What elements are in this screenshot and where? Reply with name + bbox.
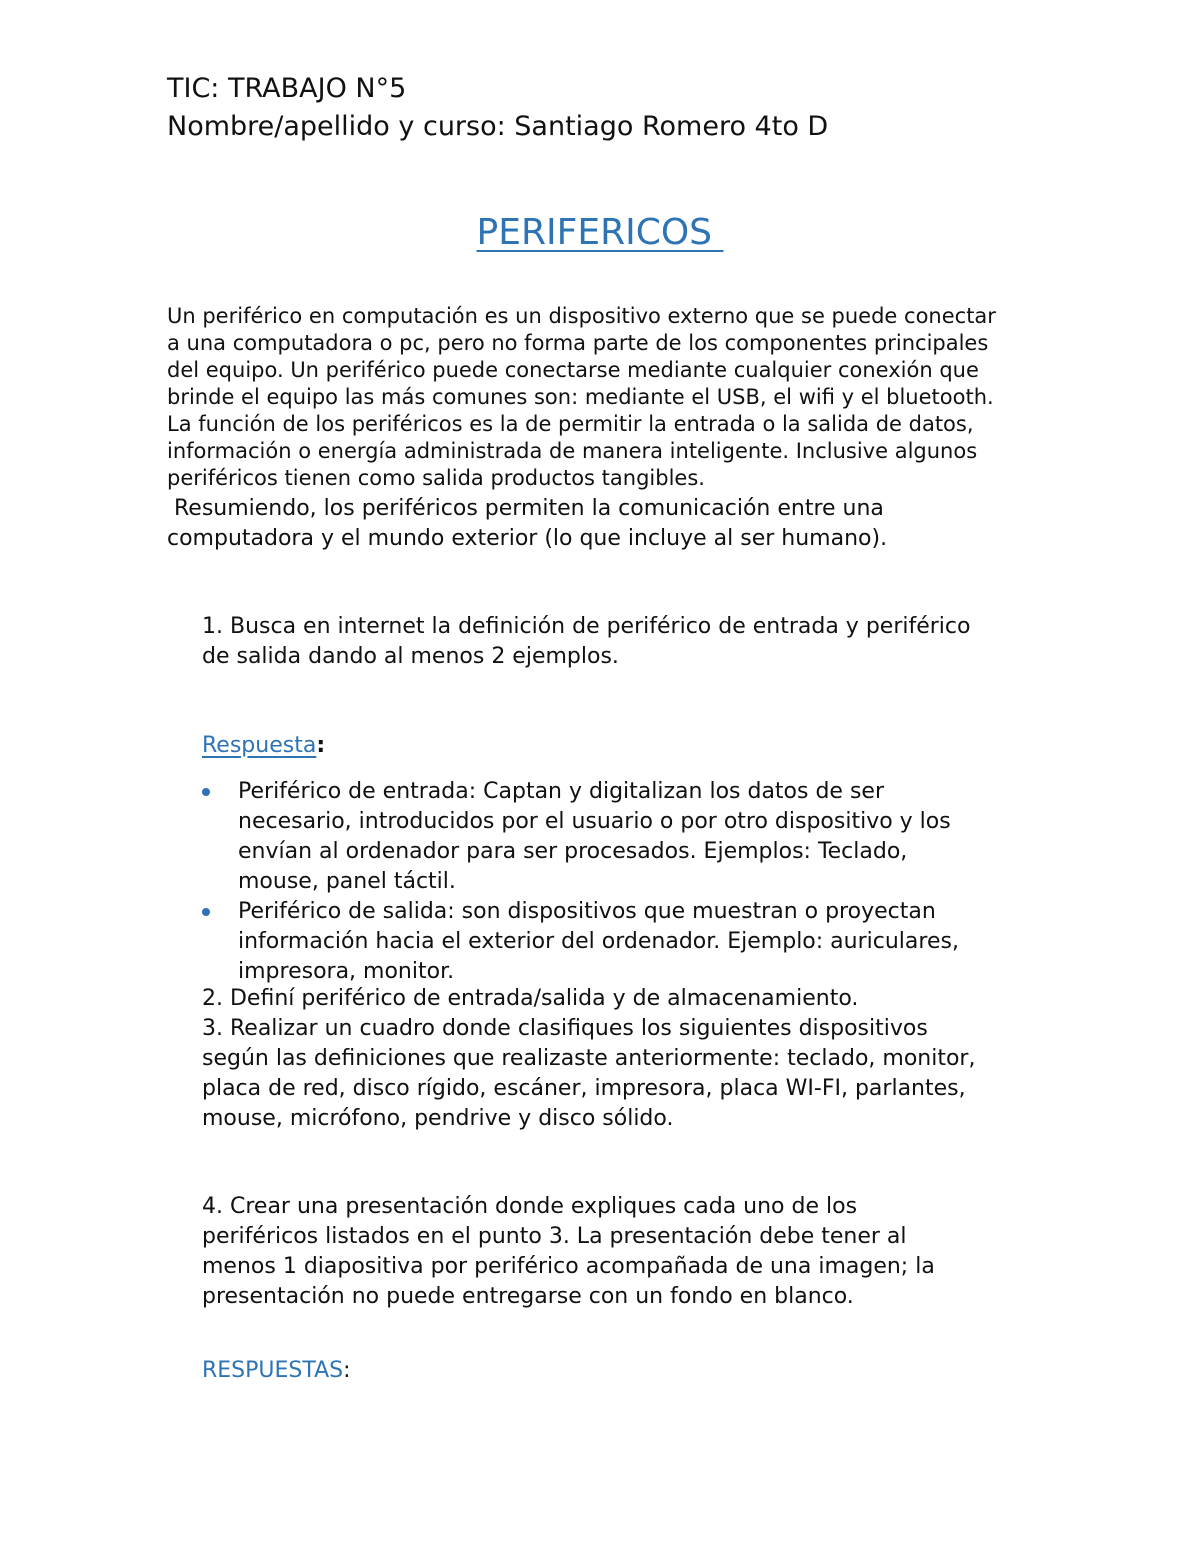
summary-line: Resumiendo, los periféricos permiten la comunicación entre una (167, 496, 884, 521)
question-line: 2. Definí periférico de entrada/salida y de almacenamiento. (202, 986, 859, 1011)
answers-label: RESPUESTAS (202, 1358, 344, 1383)
assignment-title: TIC: TRABAJO N°5 (167, 73, 407, 104)
intro-line: brinde el equipo las más comunes son: mediante el USB, el wifi y el bluetooth. (167, 385, 994, 409)
answer-bullet-list (202, 777, 1062, 987)
bullet-line: envían al ordenador para ser procesados. Ejemplos: Teclado, (238, 839, 908, 864)
document-header (167, 70, 828, 146)
intro-line: información o energía administrada de manera inteligente. Inclusive algunos (167, 439, 978, 463)
summary-paragraph (167, 494, 1047, 554)
answers-colon: : (343, 1358, 351, 1383)
question-line: 4. Crear una presentación donde expliques cada uno de los (202, 1194, 858, 1219)
intro-line: del equipo. Un periférico puede conectarse mediante cualquier conexión que (167, 358, 979, 382)
question-3 (202, 1014, 1062, 1134)
answer-colon: : (316, 733, 326, 758)
summary-line: computadora y el mundo exterior (lo que incluye al ser humano). (167, 526, 888, 551)
list-item (202, 897, 1062, 987)
question-line: según las definiciones que realizaste anteriormente: teclado, monitor, (202, 1046, 976, 1071)
question-line: placa de red, disco rígido, escáner, impresora, placa WI-FI, parlantes, (202, 1076, 966, 1101)
question-line: 3. Realizar un cuadro donde clasifiques los siguientes dispositivos (202, 1016, 928, 1041)
answer-label: Respuesta (202, 733, 317, 758)
bullet-line: impresora, monitor. (238, 959, 455, 984)
intro-line: Un periférico en computación es un dispositivo externo que se puede conectar (167, 304, 996, 328)
bullet-line: Periférico de salida: son dispositivos que muestran o proyectan (238, 899, 936, 924)
question-1 (202, 612, 1062, 672)
list-item (202, 777, 1062, 897)
question-line: de salida dando al menos 2 ejemplos. (202, 644, 619, 669)
question-line: presentación no puede entregarse con un fondo en blanco. (202, 1284, 854, 1309)
intro-line: a una computadora o pc, pero no forma parte de los componentes principales (167, 331, 989, 355)
intro-line: La función de los periféricos es la de permitir la entrada o la salida de datos, (167, 412, 974, 436)
bullet-dot-icon (202, 788, 210, 796)
question-2 (202, 984, 1062, 1014)
bullet-line: mouse, panel táctil. (238, 869, 456, 894)
question-line: mouse, micrófono, pendrive y disco sólido. (202, 1106, 674, 1131)
intro-line: periféricos tienen como salida productos tangibles. (167, 466, 705, 490)
answers-heading (202, 1356, 351, 1386)
bullet-line: Periférico de entrada: Captan y digitalizan los datos de ser (238, 779, 885, 804)
question-line: periféricos listados en el punto 3. La presentación debe tener al (202, 1224, 907, 1249)
question-line: 1. Busca en internet la definición de periférico de entrada y periférico (202, 614, 971, 639)
answer-heading (202, 731, 325, 761)
question-4 (202, 1192, 1062, 1312)
student-info: Nombre/apellido y curso: Santiago Romero 4to D (167, 111, 829, 142)
question-line: menos 1 diapositiva por periférico acompañada de una imagen; la (202, 1254, 935, 1279)
bullet-line: necesario, introducidos por el usuario o por otro dispositivo y los (238, 809, 951, 834)
page-title: PERIFERICOS (476, 212, 724, 253)
bullet-dot-icon (202, 908, 210, 916)
intro-paragraph (167, 303, 1047, 492)
bullet-line: información hacia el exterior del ordenador. Ejemplo: auriculares, (238, 929, 959, 954)
